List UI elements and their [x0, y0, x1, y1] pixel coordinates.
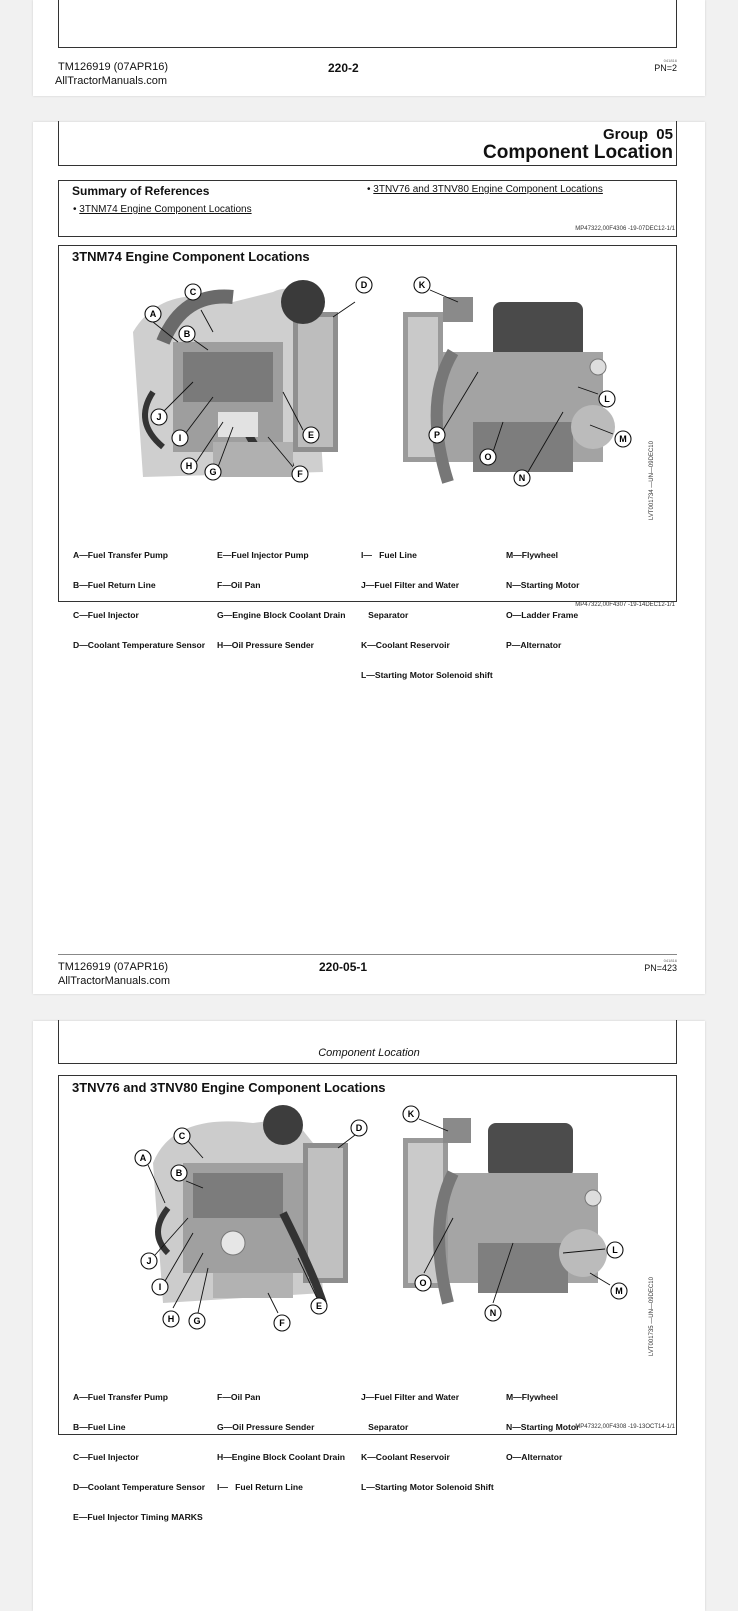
svg-text:B: B	[175, 1168, 183, 1178]
callout-e	[311, 1298, 327, 1314]
running-header: Component Location	[318, 1047, 420, 1059]
legend-item: L—Starting Motor Solenoid shift	[361, 670, 493, 680]
svg-text:P: P	[433, 430, 441, 440]
svg-text:J: J	[146, 1256, 152, 1266]
legend-item: H—Engine Block Coolant Drain	[217, 1452, 345, 1462]
callout-n	[514, 470, 530, 486]
legend-col-2	[217, 1372, 345, 1512]
footer-tiny-code: 041816	[663, 958, 677, 963]
legend-item: B—Fuel Line	[73, 1422, 126, 1432]
legend-item: C—Fuel Injector	[73, 1452, 139, 1462]
callout-o	[415, 1275, 431, 1291]
summary-bullet-2: • 3TNV76 and 3TNV80 Engine Component Locations	[367, 184, 603, 195]
footer-doc-number: TM126919 (07APR16)	[58, 61, 169, 73]
legend-item: F—Oil Pan	[217, 580, 261, 590]
callout-g	[205, 464, 221, 480]
legend-col-4	[506, 1372, 580, 1482]
footer-rule	[58, 954, 677, 955]
page-footer-right	[654, 58, 677, 73]
section-heading-3tnm74: 3TNM74 Engine Component Locations	[72, 249, 310, 264]
page-title: Component Location	[483, 142, 673, 163]
legend-item: D—Coolant Temperature Sensor	[73, 640, 206, 650]
legend-item: C—Fuel Injector	[73, 610, 139, 620]
engine-right-view	[383, 1103, 643, 1331]
engine-diagram-3tnm74	[93, 272, 653, 512]
callout-k	[403, 1106, 419, 1122]
page-footer-left	[55, 60, 169, 88]
footer-site: AllTractorManuals.com	[55, 75, 168, 87]
figure-frame-bottom	[58, 0, 677, 48]
legend-item: O—Alternator	[506, 1452, 563, 1462]
svg-text:I: I	[178, 433, 182, 443]
callout-j	[141, 1253, 157, 1269]
legend-item: K—Coolant Reservoir	[361, 1452, 450, 1462]
svg-text:M: M	[615, 1286, 623, 1296]
callout-f	[292, 466, 308, 482]
svg-text:H: H	[185, 461, 193, 471]
legend-item: N—Starting Motor	[506, 1422, 580, 1432]
callout-d	[351, 1120, 367, 1136]
callout-l	[607, 1242, 623, 1258]
svg-text:F: F	[279, 1318, 285, 1328]
legend-item: F—Oil Pan	[217, 1392, 261, 1402]
legend-item: I— Fuel Return Line	[217, 1482, 303, 1492]
footer-pn: PN=423	[644, 963, 677, 973]
callout-n	[485, 1305, 501, 1321]
engine-diagram-3tnv	[93, 1103, 653, 1343]
section-heading-3tnv: 3TNV76 and 3TNV80 Engine Component Locations	[72, 1080, 386, 1095]
callout-f	[274, 1315, 290, 1331]
callout-c	[174, 1128, 190, 1144]
svg-text:C: C	[178, 1131, 186, 1141]
svg-text:A: A	[139, 1153, 147, 1163]
legend-item: E—Fuel Injector Pump	[217, 550, 309, 560]
summary-ref-code: MP47322,00F4306 -19-07DEC12-1/1	[575, 226, 675, 232]
callout-g	[189, 1313, 205, 1329]
callout-m	[611, 1283, 627, 1299]
svg-text:A: A	[149, 309, 157, 319]
callout-o	[480, 449, 496, 465]
manual-page-1	[33, 0, 705, 96]
callout-p	[429, 427, 445, 443]
legend-item: M—Flywheel	[506, 550, 559, 560]
svg-text:D: D	[360, 280, 368, 290]
manual-page-3	[33, 1021, 705, 1611]
svg-text:G: G	[209, 467, 217, 477]
summary-link-3tnv76-3tnv80[interactable]: 3TNV76 and 3TNV80 Engine Component Locations	[373, 184, 603, 195]
group-number: Group 05	[602, 126, 673, 143]
legend-item: K—Coolant Reservoir	[361, 640, 450, 650]
callout-e	[303, 427, 319, 443]
legend-item: H—Oil Pressure Sender	[217, 640, 314, 650]
engine-right-view	[378, 280, 643, 502]
svg-text:N: N	[489, 1308, 497, 1318]
summary-link-3tnm74[interactable]: 3TNM74 Engine Component Locations	[79, 204, 252, 215]
callout-i	[172, 430, 188, 446]
legend-col-3	[361, 530, 493, 700]
callout-i	[152, 1279, 168, 1295]
legend-item: A—Fuel Transfer Pump	[73, 550, 169, 560]
image-code-3tnv: LVT001735 —UN—09DEC10	[649, 1277, 655, 1356]
engine-left-view	[113, 1103, 358, 1331]
page-footer-left	[58, 960, 170, 988]
footer-doc-number: TM126919 (07APR16)	[58, 961, 169, 973]
legend-col-3	[361, 1372, 494, 1512]
callout-h	[181, 458, 197, 474]
callout-b	[179, 326, 195, 342]
page-number: 220-2	[328, 61, 359, 75]
svg-text:O: O	[419, 1278, 427, 1288]
callout-h	[163, 1311, 179, 1327]
legend-item: A—Fuel Transfer Pump	[73, 1392, 169, 1402]
callout-d	[356, 277, 372, 293]
page-footer-right	[644, 958, 677, 973]
callout-a	[135, 1150, 151, 1166]
callout-a	[145, 306, 161, 322]
svg-text:K: K	[418, 280, 426, 290]
svg-text:J: J	[156, 412, 162, 422]
footer-site: AllTractorManuals.com	[58, 975, 171, 987]
summary-bullet-1: • 3TNM74 Engine Component Locations	[73, 204, 252, 215]
legend-item: M—Flywheel	[506, 1392, 559, 1402]
section-ref-code-3tnm74: MP47322,00F4307 -19-14DEC12-1/1	[575, 602, 675, 608]
legend-item: D—Coolant Temperature Sensor	[73, 1482, 206, 1492]
svg-text:E: E	[307, 430, 315, 440]
svg-text:D: D	[355, 1123, 363, 1133]
legend-item: G—Oil Pressure Sender	[217, 1422, 315, 1432]
legend-item: I— Fuel Line	[361, 550, 417, 560]
page-number: 220-05-1	[319, 960, 368, 974]
legend-col-2	[217, 530, 345, 670]
legend-item: O—Ladder Frame	[506, 610, 579, 620]
legend-col-1	[73, 1372, 205, 1542]
svg-text:M: M	[619, 434, 627, 444]
legend-col-4	[506, 530, 580, 670]
legend-item: Separator	[361, 610, 409, 620]
legend-item: J—Fuel Filter and Water	[361, 580, 460, 590]
legend-item: G—Engine Block Coolant Drain	[217, 610, 346, 620]
legend-item: Separator	[361, 1422, 409, 1432]
svg-text:N: N	[518, 473, 526, 483]
section-ref-code-3tnv: MP47322,00F4308 -19-13OCT14-1/1	[575, 1424, 675, 1430]
legend-item: P—Alternator	[506, 640, 562, 650]
footer-tiny-code: 041816	[663, 58, 677, 63]
svg-text:L: L	[604, 394, 610, 404]
callout-j	[151, 409, 167, 425]
image-code-3tnm74: LVT001734 —UN—09DEC10	[649, 441, 655, 520]
legend-item: L—Starting Motor Solenoid Shift	[361, 1482, 494, 1492]
footer-pn: PN=2	[654, 63, 677, 73]
svg-text:F: F	[297, 469, 303, 479]
svg-text:G: G	[193, 1316, 201, 1326]
svg-text:E: E	[315, 1301, 323, 1311]
manual-page-2	[33, 122, 705, 994]
callout-m	[615, 431, 631, 447]
svg-text:K: K	[407, 1109, 415, 1119]
legend-item: B—Fuel Return Line	[73, 580, 156, 590]
legend-col-1	[73, 530, 205, 670]
callout-c	[185, 284, 201, 300]
svg-text:I: I	[158, 1282, 162, 1292]
svg-text:L: L	[612, 1245, 618, 1255]
callout-l	[599, 391, 615, 407]
legend-item: J—Fuel Filter and Water	[361, 1392, 460, 1402]
svg-text:O: O	[484, 452, 492, 462]
legend-item: E—Fuel Injector Timing MARKS	[73, 1512, 203, 1522]
summary-heading: Summary of References	[72, 184, 210, 198]
callout-b	[171, 1165, 187, 1181]
svg-text:C: C	[189, 287, 197, 297]
callout-k	[414, 277, 430, 293]
svg-text:B: B	[183, 329, 191, 339]
legend-item: N—Starting Motor	[506, 580, 580, 590]
svg-text:H: H	[167, 1314, 175, 1324]
